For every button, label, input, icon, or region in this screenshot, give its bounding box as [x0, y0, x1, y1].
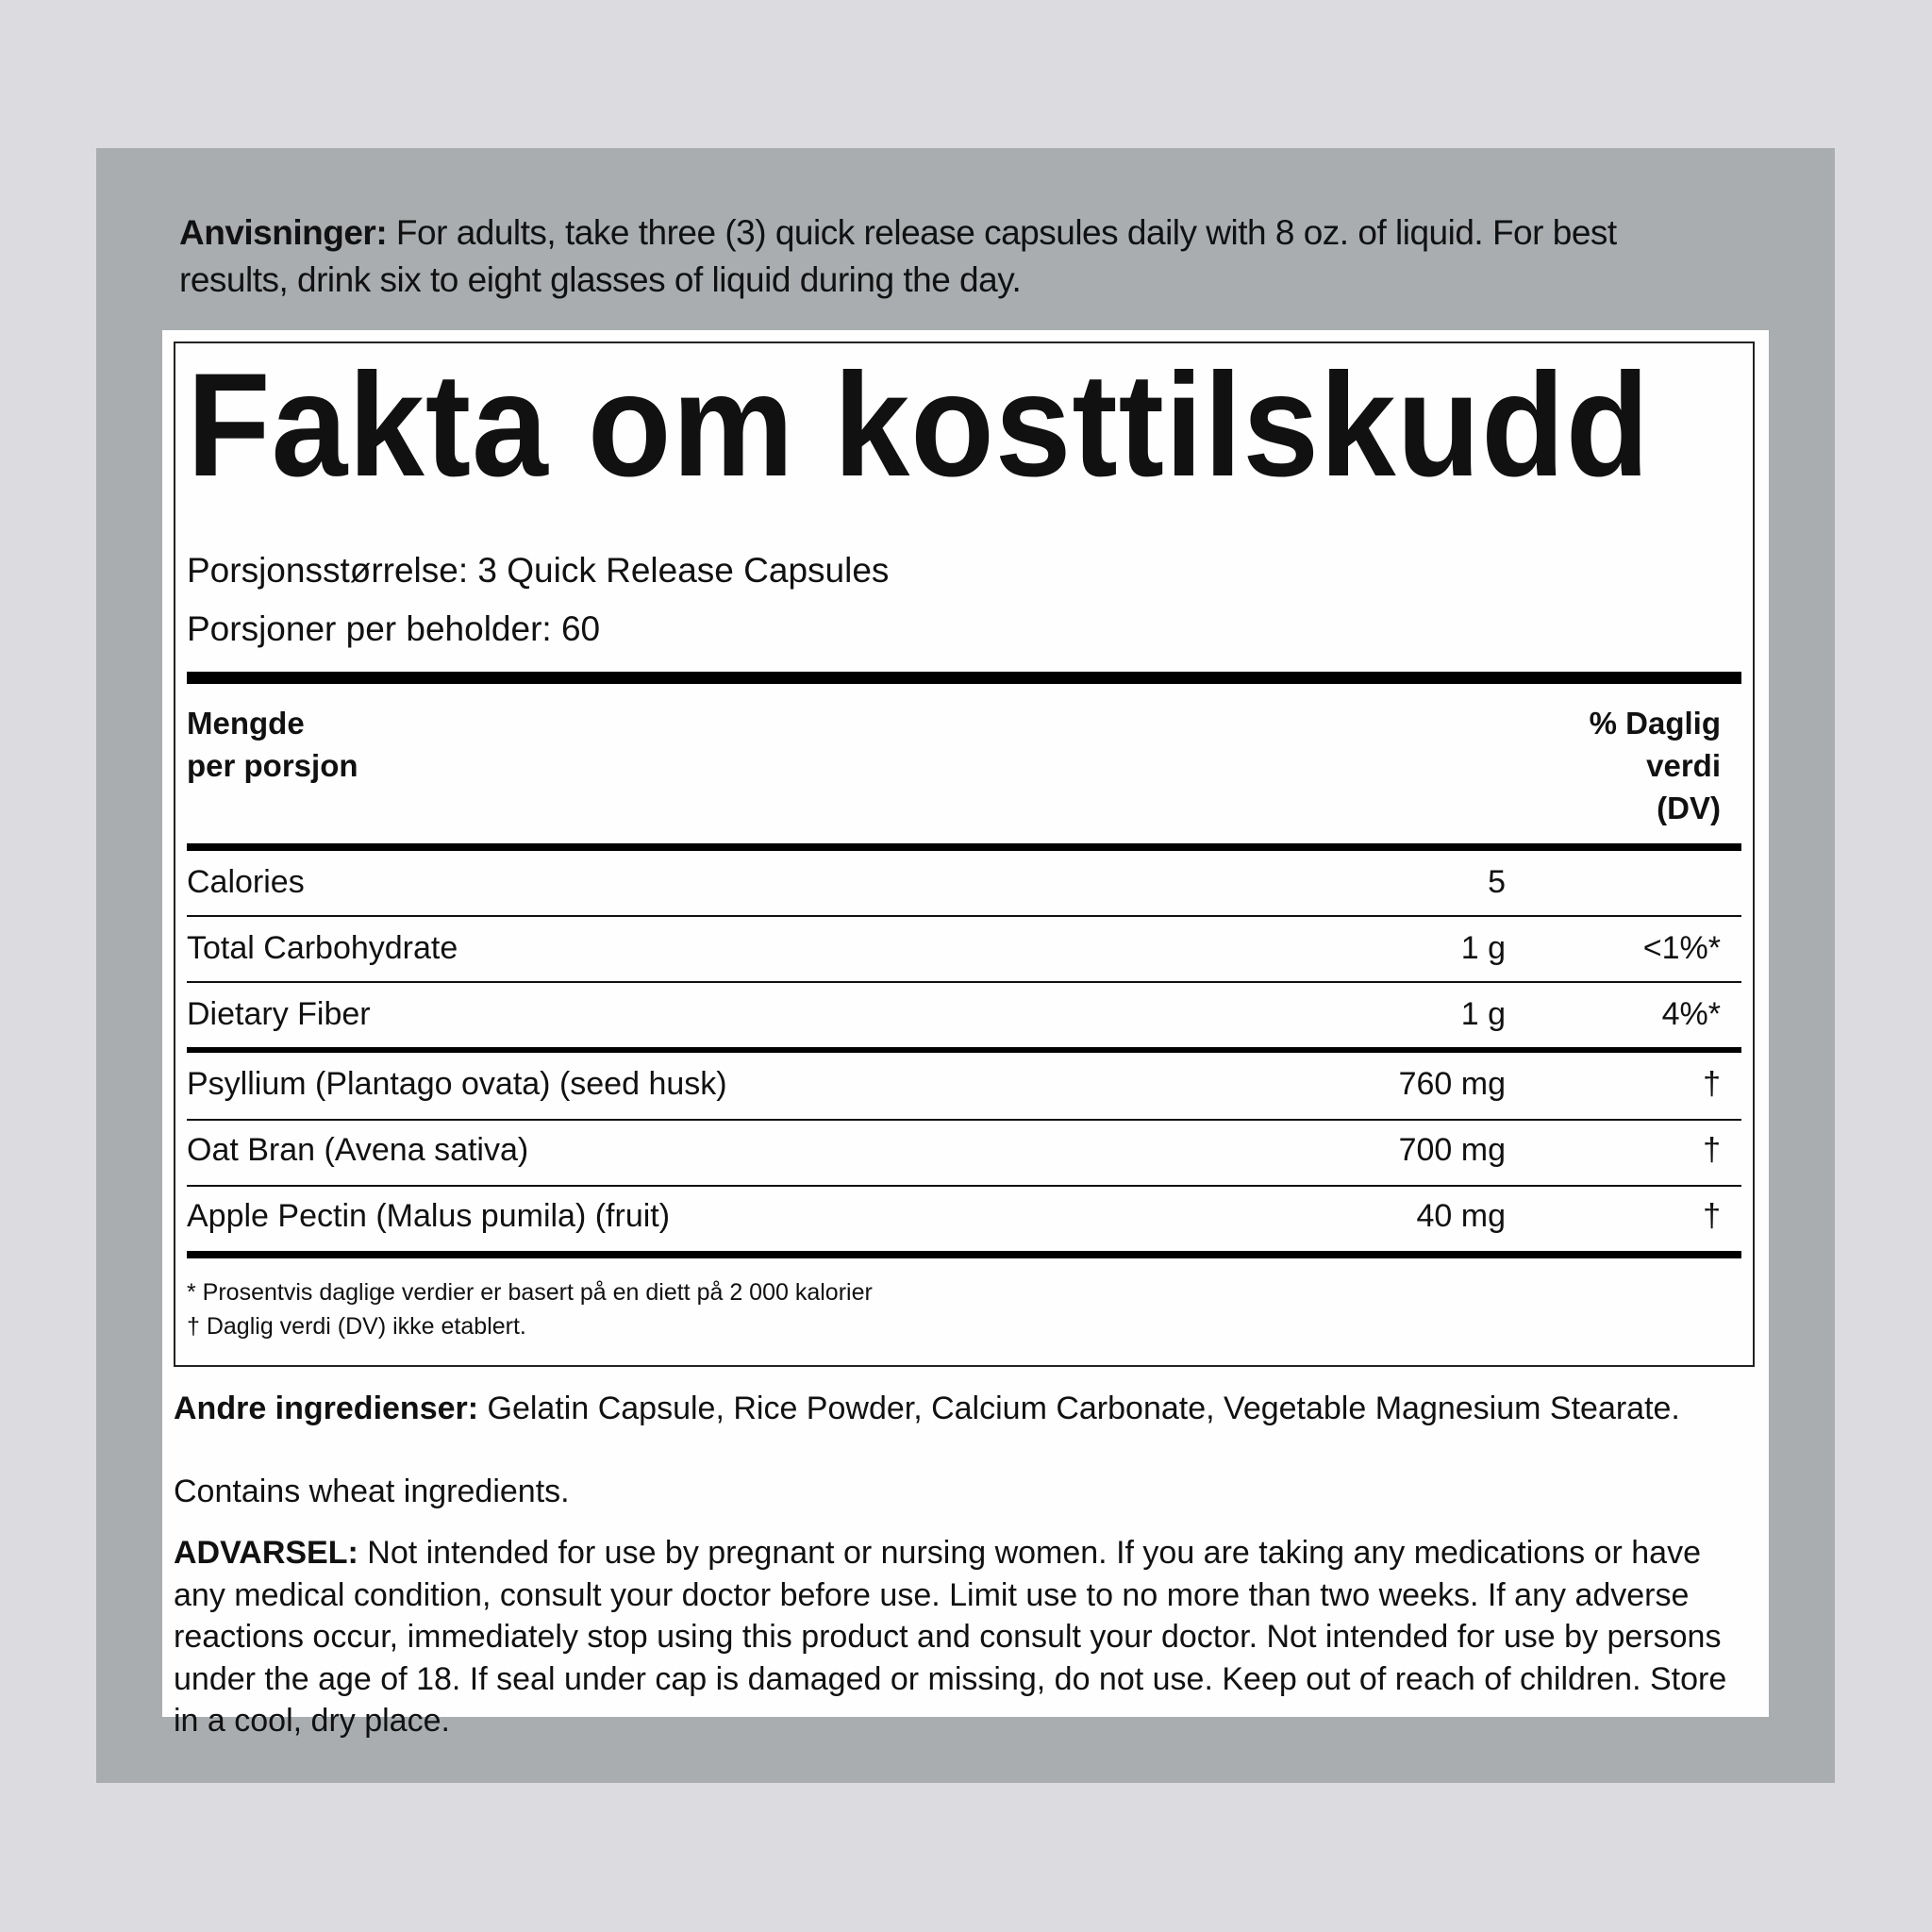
allergen-statement: Contains wheat ingredients.: [174, 1474, 570, 1509]
other-ingredients-label: Andre ingredienser:: [174, 1391, 479, 1426]
table-row: Oat Bran (Avena sativa) 700 mg †: [187, 1132, 1721, 1168]
facts-title: Fakta om kosttilskudd: [187, 343, 1651, 508]
supplement-facts-box: [174, 341, 1755, 1367]
table-row: Calories 5: [187, 864, 1506, 900]
warning-label: ADVARSEL:: [174, 1535, 358, 1571]
amount-per-serving-header: Mengde per porsjon: [187, 706, 358, 783]
medium-divider: [187, 843, 1741, 851]
table-row: Total Carbohydrate 1 g <1%*: [187, 930, 1721, 966]
table-row: Apple Pectin (Malus pumila) (fruit) 40 mg †: [187, 1198, 1721, 1234]
thick-divider: [187, 672, 1741, 684]
table-row: Psyllium (Plantago ovata) (seed husk) 760 mg †: [187, 1066, 1721, 1102]
daily-value-header: % Daglig verdi (DV): [1589, 706, 1721, 825]
serving-size: Porsjonsstørrelse: 3 Quick Release Capsules: [187, 551, 890, 590]
other-ingredients-body: Gelatin Capsule, Rice Powder, Calcium Carbonate, Vegetable Magnesium Stearate.: [478, 1391, 1680, 1426]
warning-text: [174, 1532, 1758, 1742]
warning-body: Not intended for use by pregnant or nursing women. If you are taking any medications or have any medical condition, consult your doctor before use. Limit use to no more than two weeks. If any adverse reactions occur, immediately stop using this product and consult your doctor. Not intended for use by persons under the age of 18. If seal under cap is damaged or missing, do not use. Keep out of reach of children. Store in a cool, dry place.: [174, 1535, 1727, 1739]
footnote-percent: * Prosentvis daglige verdier er basert på en diett på 2 000 kalorier: [187, 1279, 873, 1306]
thick-divider: [187, 1251, 1741, 1258]
table-row: Dietary Fiber 1 g 4%*: [187, 996, 1721, 1032]
footnote-dagger: † Daglig verdi (DV) ikke etablert.: [187, 1313, 526, 1340]
directions-text: [179, 209, 1726, 304]
servings-per-container: Porsjoner per beholder: 60: [187, 609, 601, 648]
other-ingredients: [174, 1391, 1680, 1427]
directions-label: Anvisninger:: [179, 213, 388, 252]
directions-body: For adults, take three (3) quick release capsules daily with 8 oz. of liquid. For best results, drink six to eight glasses of liquid during the day.: [179, 213, 1617, 299]
